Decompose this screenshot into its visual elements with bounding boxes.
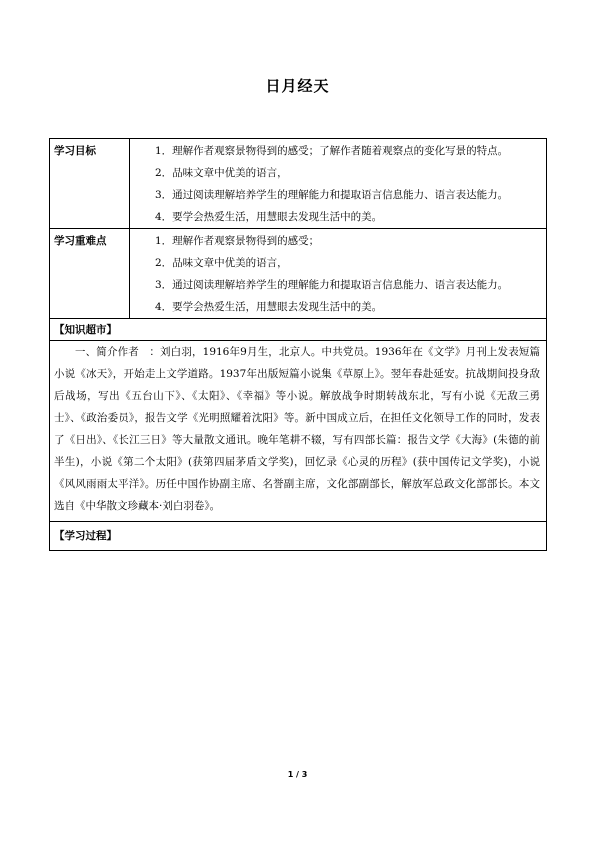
knowledge-body	[50, 341, 547, 522]
process-heading: 【学习过程】	[50, 522, 547, 551]
key-points-content	[130, 229, 547, 319]
objective-item: 4．要学会热爱生活，用慧眼去发现生活中的美。	[155, 211, 383, 223]
key-points-row	[50, 229, 547, 319]
objective-item: 1．理解作者观察景物得到的感受；了解作者随着观察点的变化写景的特点。	[155, 145, 509, 157]
lesson-table	[49, 138, 547, 551]
key-points-label: 学习重难点	[50, 229, 130, 319]
objective-item: 3．通过阅读理解培养学生的理解能力和提取语言信息能力、语言表达能力。	[155, 189, 509, 201]
page-title: 日月经天	[265, 77, 330, 95]
key-point-item: 4．要学会热爱生活，用慧眼去发现生活中的美。	[155, 301, 383, 313]
knowledge-body-row	[50, 341, 547, 522]
key-point-item: 2．品味文章中优美的语言，	[155, 257, 288, 269]
objectives-row	[50, 139, 547, 229]
objectives-content	[130, 139, 547, 229]
knowledge-heading: 【知识超市】	[50, 319, 547, 341]
page-number: 1 / 3	[287, 770, 308, 779]
objective-item: 2．品味文章中优美的语言，	[155, 167, 288, 179]
author-bio: 一、简介作者 ：刘白羽，1916年9月生，北京人。中共党员。1936年在《文学》月刊上发表短篇小说《冰天》，开始走上文学道路。1937年出版短篇小说集《草原上》。翌年春赴延安。抗战期间投身敌后战场，写出《五台山下》、《太阳》、《幸福》等小说。解放战争时期转战东北，写有小说《无敌三勇士》、《政治委员》，报告文学《光明照耀着沈阳》等。新中国成立后，在担任文化领导工作的同时，发表了《日出》、《长江三日》等大量散文通讯。晚年笔耕不辍，写有四部长篇：报告文学《大海》(朱德的前半生)，小说《第二个太阳》(获第四届茅盾文学奖)，回忆录《心灵的历程》(获中国传记文学奖)，小说《风风雨雨太平洋》。历任中国作协副主席、名誉副主席，文化部副部长，解放军总政文化部部长。本文选自《中华散文珍藏本·刘白羽卷》。	[54, 346, 540, 512]
process-heading-row	[50, 522, 547, 551]
objectives-label: 学习目标	[50, 139, 130, 229]
key-point-item: 3．通过阅读理解培养学生的理解能力和提取语言信息能力、语言表达能力。	[155, 279, 509, 291]
key-point-item: 1．理解作者观察景物得到的感受；	[155, 235, 320, 247]
knowledge-heading-row	[50, 319, 547, 341]
